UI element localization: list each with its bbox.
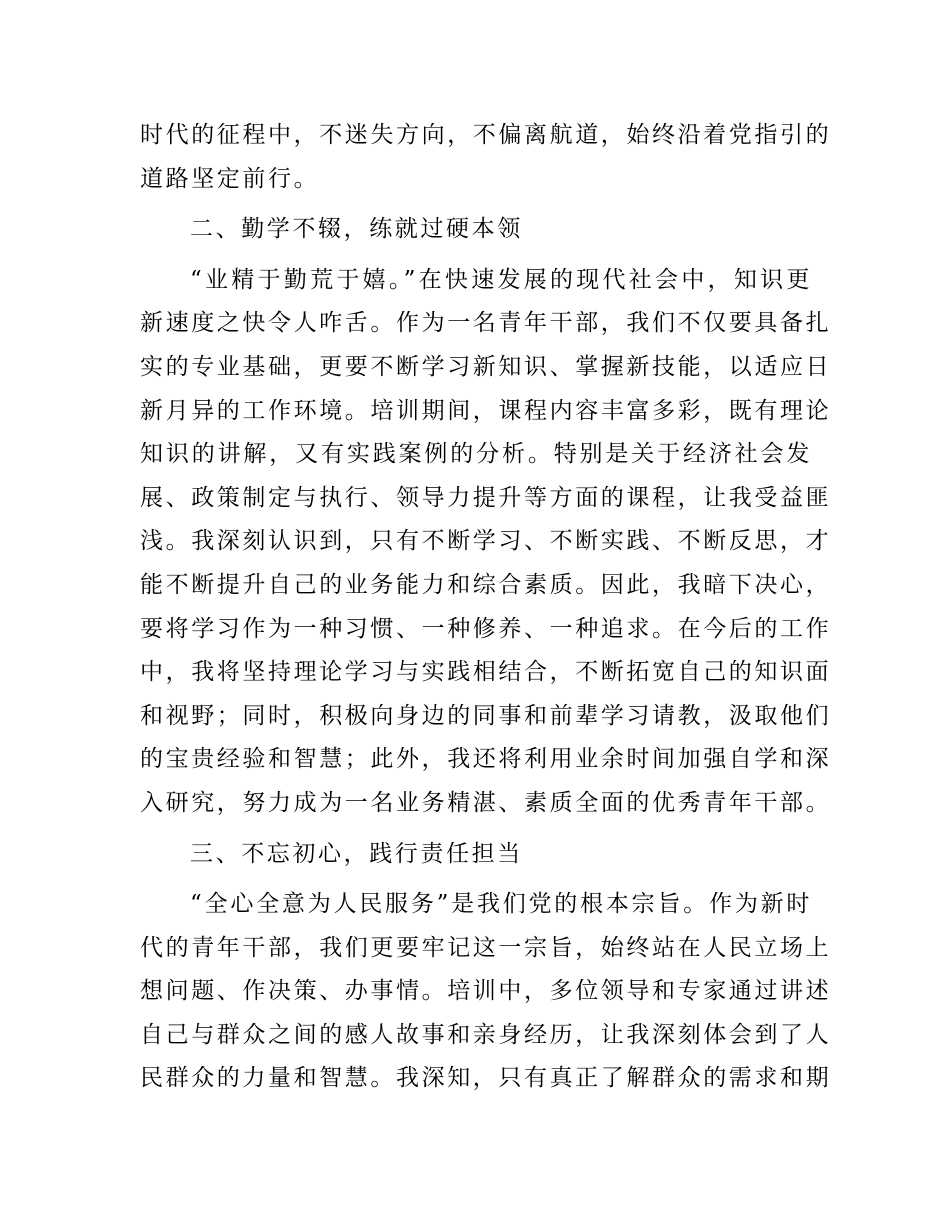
text-line: 展、政策制定与执行、领导力提升等方面的课程，让我受益匪 bbox=[140, 484, 832, 511]
text-line: 中，我将坚持理论学习与实践相结合，不断拓宽自己的知识面 bbox=[140, 659, 832, 686]
text-line: 想问题、作决策、办事情。培训中，多位领导和专家通过讲述 bbox=[140, 978, 832, 1005]
text-line: 浅。我深刻认识到，只有不断学习、不断实践、不断反思，才 bbox=[140, 528, 832, 555]
paragraph bbox=[140, 883, 832, 1101]
text-line: 知识的讲解，又有实践案例的分析。特别是关于经济社会发 bbox=[140, 441, 812, 468]
text-line: 代的青年干部，我们更要牢记这一宗旨，始终站在人民立场上 bbox=[140, 934, 832, 961]
text-line: 和视野；同时，积极向身边的同事和前辈学习请教，汲取他们 bbox=[140, 702, 832, 729]
section-heading: 二、勤学不辍，练就过硬本领 bbox=[190, 216, 523, 243]
text-line: 要将学习作为一种习惯、一种修养、一种追求。在今后的工作 bbox=[140, 615, 832, 642]
paragraph bbox=[140, 259, 832, 826]
text-line: 新月异的工作环境。培训期间，课程内容丰富多彩，既有理论 bbox=[140, 397, 832, 424]
text-line: “全心全意为人民服务”是我们党的根本宗旨。作为新时 bbox=[190, 891, 812, 918]
text-line: 能不断提升自己的业务能力和综合素质。因此，我暗下决心， bbox=[140, 571, 832, 598]
text-line: 时代的征程中，不迷失方向，不偏离航道，始终沿着党指引的 bbox=[140, 122, 832, 148]
text-line: 民群众的力量和智慧。我深知，只有真正了解群众的需求和期 bbox=[140, 1065, 832, 1092]
section-heading: 三、不忘初心，践行责任担当 bbox=[190, 840, 523, 867]
text-line: 道路坚定前行。 bbox=[140, 165, 320, 192]
document-page bbox=[140, 114, 832, 1101]
text-line: 自己与群众之间的感人故事和亲身经历，让我深刻体会到了人 bbox=[140, 1021, 832, 1048]
text-line: 新速度之快令人咋舌。作为一名青年干部，我们不仅要具备扎 bbox=[140, 310, 832, 337]
text-line: 入研究，努力成为一名业务精湛、素质全面的优秀青年干部。 bbox=[140, 789, 832, 816]
text-line: “业精于勤荒于嬉。”在快速发展的现代社会中，知识更 bbox=[190, 266, 812, 293]
text-line: 的宝贵经验和智慧；此外，我还将利用业余时间加强自学和深 bbox=[140, 746, 832, 773]
text-line: 实的专业基础，更要不断学习新知识、掌握新技能，以适应日 bbox=[140, 353, 832, 380]
paragraph bbox=[140, 114, 832, 201]
